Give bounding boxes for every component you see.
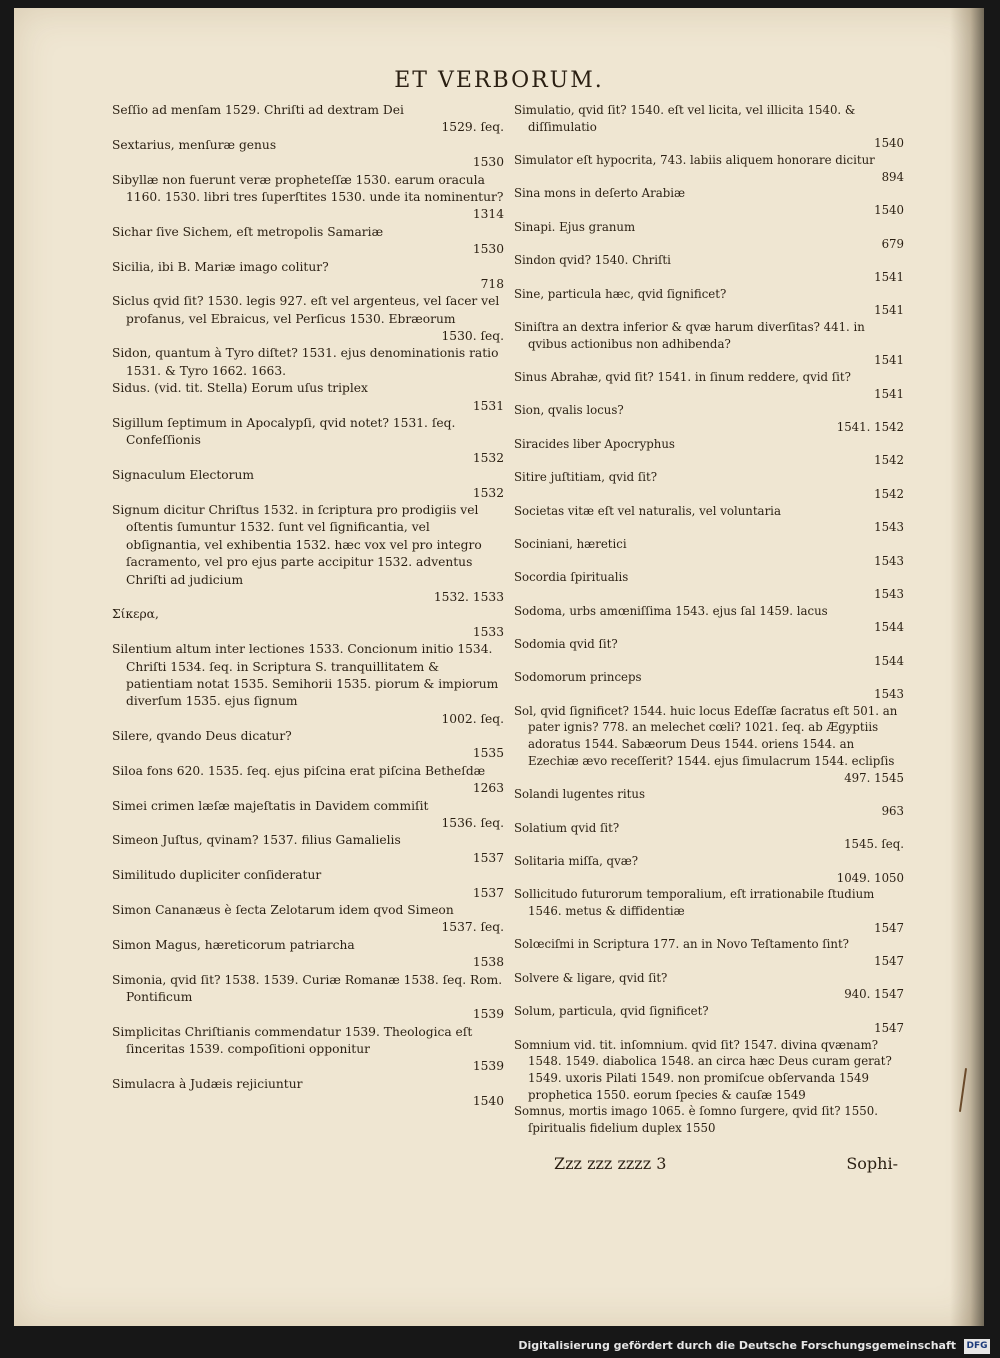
index-entry xyxy=(514,603,904,636)
page-reference: 1542 xyxy=(874,453,904,468)
page-reference: 1544 xyxy=(874,653,904,668)
entry-text: Similitudo dupliciter conſideratur xyxy=(112,868,322,883)
entry-text: Solitaria miſſa, qvæ? xyxy=(514,853,639,868)
index-entry xyxy=(112,172,504,224)
running-header: ET VERBORUM. xyxy=(394,68,604,93)
page-reference: 1314 xyxy=(472,207,504,222)
page-reference: 1547 xyxy=(874,954,904,969)
page-reference: 1544 xyxy=(874,620,904,635)
entry-text: Simplicitas Chriſtianis commendatur 1539. Theologica eſt ſinceritas 1539. compoſitioni opponitur xyxy=(112,1024,473,1057)
index-entry xyxy=(514,970,904,1003)
entry-text: Sol, qvid ſignificet? 1544. huic locus Edeſſæ ſacratus eſt 501. an pater ignis? 778. an melechet cœli? 1021. ſeq. ab Ægyptiis adoratus 1544. Sabæorum Deus 1544. oriens 1544. an Ezechiæ ævo receſſerit? 1544. ejus ſimulacrum 1544. eclipſis xyxy=(514,703,898,768)
entry-text: Somnus, mortis imago 1065. è ſomno ſurgere, qvid ſit? 1550. ſpiritualis fidelium duplex 1550 xyxy=(514,1104,878,1135)
page-reference: 1539 xyxy=(472,1007,504,1022)
signature-mark: Zzz zzz zzzz 3 xyxy=(554,1154,667,1173)
page-reference: 1542 xyxy=(874,486,904,501)
entry-text: Sodomia qvid ſit? xyxy=(514,637,618,651)
index-entry xyxy=(112,467,504,502)
index-entry xyxy=(514,185,904,218)
page-reference: 1532. 1533 xyxy=(433,589,504,604)
page-reference: 1539 xyxy=(472,1059,504,1074)
entry-text: Sina mons in deſerto Arabiæ xyxy=(514,186,686,201)
index-entry xyxy=(112,728,504,763)
page-reference: 1541 xyxy=(874,353,904,368)
index-entry xyxy=(514,536,904,569)
index-entry xyxy=(514,402,904,435)
page-reference: 497. 1545 xyxy=(844,770,904,785)
entry-text: Sicilia, ibi B. Mariæ imago colitur? xyxy=(112,259,329,274)
page-reference: 963 xyxy=(881,803,904,818)
book-page xyxy=(14,8,984,1326)
page-reference: 1049. 1050 xyxy=(836,870,904,885)
page-reference: 1543 xyxy=(874,687,904,702)
page-reference: 1543 xyxy=(874,586,904,601)
index-entry xyxy=(514,786,904,819)
index-entry xyxy=(112,502,504,606)
index-entry xyxy=(112,867,504,902)
index-entry xyxy=(514,286,904,319)
entry-text: Somnium vid. tit. inſomnium. qvid ſit? 1547. divina qvænam? 1548. 1549. diabolica 1548. an circa hæc Deus curam gerat? 1549. uxoris Pilati 1549. non promiſcue obſervanda 1549 prophetica 1550. eorum ſpecies & cauſæ 1549 xyxy=(514,1037,892,1102)
page-reference: 1540 xyxy=(472,1094,504,1109)
page-reference: 1541 xyxy=(874,386,904,401)
index-entry xyxy=(514,669,904,702)
index-entry xyxy=(112,137,504,172)
entry-text: Sodoma, urbs amœniſſima 1543. ejus ſal 1459. lacus xyxy=(514,603,828,618)
entry-text: Signum dicitur Chriſtus 1532. in ſcriptura pro prodigiis vel oſtentis ſumuntur 1532. ſunt vel ſignificantia, vel obſignantia, vel exhibentia 1532. hæc vox vel pro integro ſacramento, vel pro ejus parte accipitur 1532. adventus Chriſti ad judicium xyxy=(112,502,482,587)
index-column-left xyxy=(112,102,504,1111)
index-entry xyxy=(514,886,904,936)
index-entry xyxy=(112,380,504,415)
index-entry xyxy=(514,569,904,602)
page-reference: 1530 xyxy=(472,242,504,257)
entry-text: Socordia ſpiritualis xyxy=(514,570,629,585)
index-column-right xyxy=(514,102,904,1137)
entry-text: Solvere & ligare, qvid ſit? xyxy=(514,970,668,985)
entry-text: Simei crimen læſæ majeſtatis in Davidem commiſit xyxy=(112,798,429,813)
index-entry xyxy=(514,1103,904,1136)
index-entry xyxy=(514,853,904,886)
entry-text: Sigillum ſeptimum in Apocalypſi, qvid notet? 1531. ſeq. Confeſſionis xyxy=(112,416,456,448)
index-entry xyxy=(514,436,904,469)
index-entry xyxy=(514,820,904,853)
entry-text: Siracides liber Apocryphus xyxy=(514,436,675,451)
catchword: Sophi- xyxy=(846,1154,898,1173)
index-entry xyxy=(514,503,904,536)
index-entry xyxy=(514,102,904,152)
page-reference: 1537 xyxy=(472,850,504,865)
entry-text: Sine, particula hæc, qvid ſignificet? xyxy=(514,286,727,301)
entry-text: Signaculum Electorum xyxy=(112,468,255,483)
page-gutter-shadow xyxy=(950,8,984,1326)
page-reference: 718 xyxy=(480,276,504,291)
page-reference: 1540 xyxy=(874,136,904,151)
entry-text: Seſſio ad menſam 1529. Chriſti ad dextram Dei xyxy=(112,103,404,117)
page-reference: 1532 xyxy=(472,485,504,500)
entry-text: Sichar ſive Sichem, eſt metropolis Samariæ xyxy=(112,224,384,239)
index-entry xyxy=(112,224,504,259)
entry-text: Sion, qvalis locus? xyxy=(514,403,624,418)
page-reference: 1540 xyxy=(874,203,904,218)
entry-text: Sidus. (vid. tit. Stella) Eorum uſus triplex xyxy=(112,381,368,396)
digitization-credit: Digitalisierung gefördert durch die Deutsche Forschungsgemeinschaft xyxy=(518,1339,956,1352)
page-reference: 1530. ſeq. xyxy=(441,329,504,344)
page-reference: 1543 xyxy=(874,553,904,568)
entry-text: Sidon, quantum à Tyro diſtet? 1531. ejus denominationis ratio 1531. & Tyro 1662. 1663. xyxy=(112,346,499,378)
index-entry xyxy=(112,763,504,798)
index-entry xyxy=(112,415,504,467)
index-entry xyxy=(112,798,504,833)
page-reference: 1532 xyxy=(472,450,504,465)
index-entry xyxy=(514,369,904,402)
index-entry xyxy=(514,1003,904,1036)
page-reference: 940. 1547 xyxy=(844,987,904,1002)
index-entry xyxy=(112,259,504,294)
entry-text: Siniſtra an dextra inferior & qvæ harum diverſitas? 441. in qvibus actionibus non adhibenda? xyxy=(514,319,865,351)
entry-text: Simulator eſt hypocrita, 743. labiis aliquem honorare dicitur xyxy=(514,153,875,168)
entry-text: Sodomorum princeps xyxy=(514,670,642,685)
index-entry xyxy=(112,606,504,641)
entry-text: Simulacra à Judæis rejiciuntur xyxy=(112,1076,303,1091)
entry-text: Simulatio, qvid ſit? 1540. eſt vel licita, vel illicita 1540. & diſſimulatio xyxy=(514,103,856,134)
entry-text: Sinapi. Ejus granum xyxy=(514,219,636,234)
page-reference: 1541 xyxy=(874,269,904,284)
page-reference: 1543 xyxy=(874,520,904,535)
page-reference: 1547 xyxy=(874,1020,904,1035)
page-reference: 1541. 1542 xyxy=(836,420,904,435)
index-entry xyxy=(514,469,904,502)
index-entry xyxy=(514,219,904,252)
entry-text: Sindon qvid? 1540. Chriſti xyxy=(514,253,671,268)
index-entry xyxy=(514,1037,904,1104)
page-reference: 1547 xyxy=(874,920,904,935)
index-entry xyxy=(112,102,504,137)
entry-text: Sitire juſtitiam, qvid ſit? xyxy=(514,470,658,485)
entry-text: Sextarius, menſuræ genus xyxy=(112,137,277,152)
entry-text: Simeon Juſtus, qvinam? 1537. filius Gamalielis xyxy=(112,833,401,848)
entry-text: Sociniani, hæretici xyxy=(514,536,627,551)
index-entry xyxy=(514,703,904,786)
entry-text: Sinus Abrahæ, qvid ſit? 1541. in ſinum reddere, qvid ſit? xyxy=(514,370,851,384)
entry-text: Silere, qvando Deus dicatur? xyxy=(112,729,292,744)
index-entry xyxy=(514,152,904,185)
page-reference: 1536. ſeq. xyxy=(441,816,504,831)
entry-text: Simon Magus, hæreticorum patriarcha xyxy=(112,937,355,952)
page-reference: 1533 xyxy=(472,624,504,639)
entry-text: Σίκερα, xyxy=(112,607,159,622)
index-entry xyxy=(514,936,904,969)
index-entry xyxy=(112,902,504,937)
entry-text: Solœciſmi in Scriptura 177. an in Novo Teſtamento ſint? xyxy=(514,937,849,952)
entry-text: Solum, particula, qvid ſignificet? xyxy=(514,1004,709,1019)
page-reference: 1537. ſeq. xyxy=(441,920,504,935)
index-entry xyxy=(514,319,904,369)
entry-text: Societas vitæ eſt vel naturalis, vel voluntaria xyxy=(514,503,781,518)
entry-text: Simonia, qvid ſit? 1538. 1539. Curiæ Romanæ 1538. ſeq. Rom. Pontificum xyxy=(112,972,503,1004)
index-entry xyxy=(112,641,504,728)
entry-text: Sibyllæ non fuerunt veræ propheteſſæ 1530. earum oracula 1160. 1530. libri tres ſuperſtites 1530. unde ita nominentur? xyxy=(112,172,504,204)
page-reference: 1530 xyxy=(472,155,504,170)
index-entry xyxy=(112,1024,504,1076)
page-reference: 1545. ſeq. xyxy=(844,837,904,852)
page-reference: 1538 xyxy=(472,955,504,970)
page-reference: 679 xyxy=(881,236,904,251)
index-entry xyxy=(112,1076,504,1111)
index-entry xyxy=(112,972,504,1024)
page-reference: 1535 xyxy=(472,746,504,761)
page-reference: 1002. ſeq. xyxy=(441,711,504,726)
index-entry xyxy=(514,636,904,669)
page-reference: 1537 xyxy=(472,885,504,900)
dfg-logo: DFG xyxy=(964,1339,990,1354)
index-entry xyxy=(112,832,504,867)
entry-text: Sollicitudo futurorum temporalium, eſt irrationabile ſtudium 1546. metus & diffidentiæ xyxy=(514,887,875,918)
page-reference: 1541 xyxy=(874,303,904,318)
entry-text: Siclus qvid ſit? 1530. legis 927. eſt vel argenteus, vel ſacer vel profanus, vel Ebraicus, vel Perſicus 1530. Ebræorum xyxy=(112,294,500,326)
page-reference: 1263 xyxy=(472,781,504,796)
entry-text: Solandi lugentes ritus xyxy=(514,787,645,802)
entry-text: Solatium qvid ſit? xyxy=(514,820,620,835)
index-entry xyxy=(514,252,904,285)
page-reference: 1531 xyxy=(472,398,504,413)
entry-text: Siloa fons 620. 1535. ſeq. ejus piſcina erat piſcina Betheſdæ xyxy=(112,763,486,778)
index-entry xyxy=(112,345,504,380)
page-reference: 894 xyxy=(881,169,904,184)
index-entry xyxy=(112,937,504,972)
entry-text: Silentium altum inter lectiones 1533. Concionum initio 1534. Chriſti 1534. ſeq. in Scriptura S. tranquillitatem & patientiam notat 1535. Semihorii 1535. piorum & impiorum diverſum 1535. ejus ſignum xyxy=(112,642,499,709)
index-entry xyxy=(112,293,504,345)
entry-text: Simon Cananæus è ſecta Zelotarum idem qvod Simeon xyxy=(112,902,454,917)
page-reference: 1529. ſeq. xyxy=(441,120,504,135)
